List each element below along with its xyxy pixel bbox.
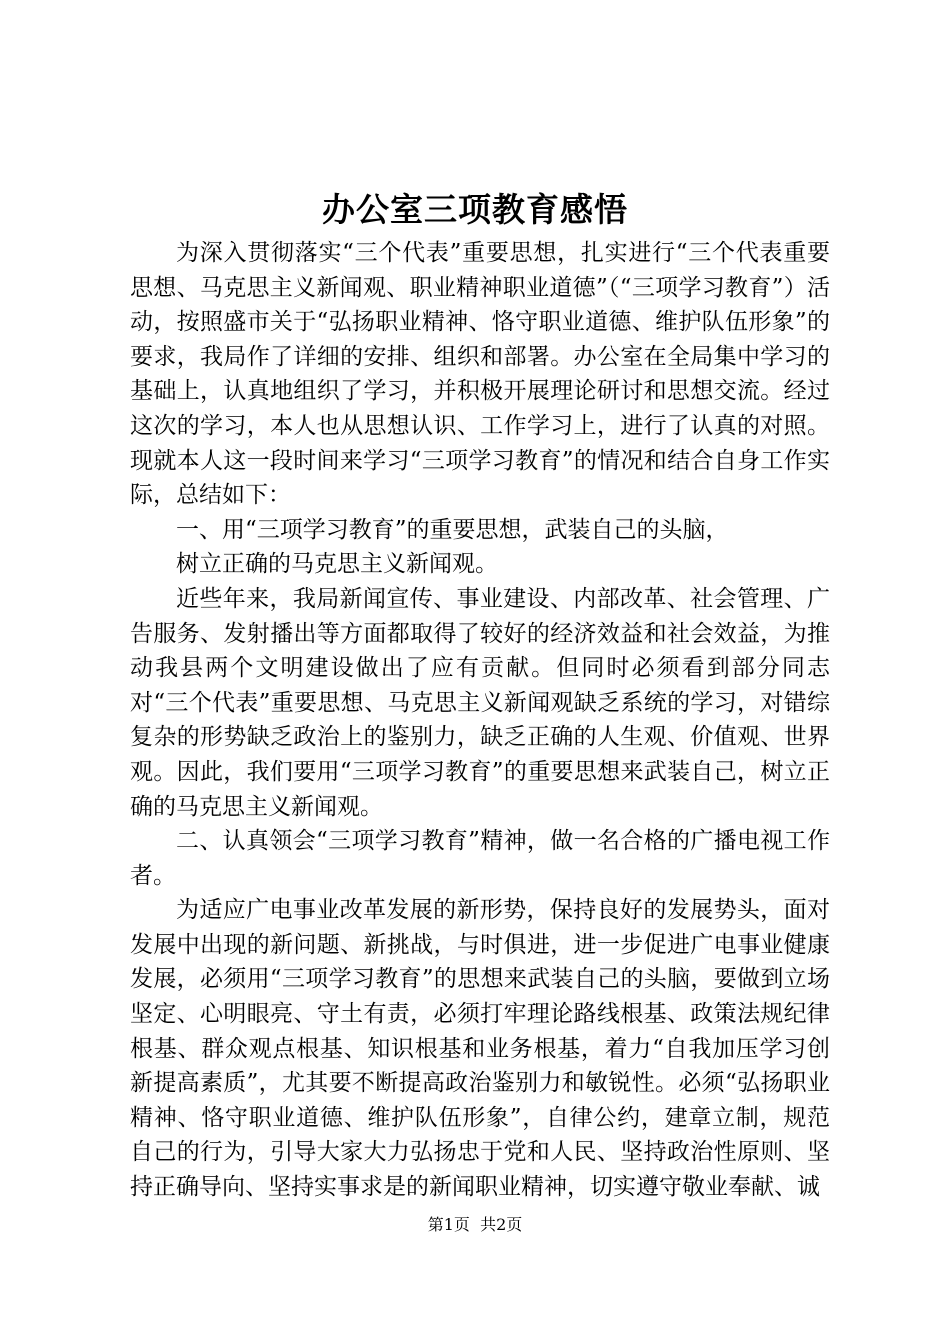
document-title: 办公室三项教育感悟 [322,190,628,229]
page-footer [0,1213,950,1237]
paragraph-intro: 为深入贯彻落实“三个代表”重要思想，扎实进行“三个代表重要思想、马克思主义新闻观、职业精神职业道德”（“三项学习教育”）活动，按照盛市关于“弘扬职业精神、恪守职业道德、维护队伍形象”的要求，我局作了详细的安排、组织和部署。办公室在全局集中学习的基础上，认真地组织了学习，并积极开展理论研讨和思想交流。经过这次的学习，本人也从思想认识、工作学习上，进行了认真的对照。现就本人这一段时间来学习“三项学习教育”的情况和结合自身工作实际，总结如下： [130,240,830,509]
section-heading-1-continued: 树立正确的马克思主义新闻观。 [176,551,498,578]
paragraph-section-1: 近些年来，我局新闻宣传、事业建设、内部改革、社会管理、广告服务、发射播出等方面都取得了较好的经济效益和社会效益，为推动我县两个文明建设做出了应有贡献。但同时必须看到部分同志对“三个代表”重要思想、马克思主义新闻观缺乏系统的学习，对错综复杂的形势缺乏政治上的鉴别力，缺乏正确的人生观、价值观、世界观。因此，我们要用“三项学习教育”的重要思想来武装自己，树立正确的马克思主义新闻观。 [130,585,830,820]
section-heading-2: 二、认真领会“三项学习教育”精神，做一名合格的广播电视工作者。 [130,828,830,889]
section-heading-1: 一、用“三项学习教育”的重要思想，武装自己的头脑， [176,516,729,543]
paragraph-section-2: 为适应广电事业改革发展的新形势，保持良好的发展势头，面对发展中出现的新问题、新挑战，与时俱进，进一步促进广电事业健康发展，必须用“三项学习教育”的思想来武装自己的头脑，要做到立场坚定、心明眼亮、守土有责，必须打牢理论路线根基、政策法规纪律根基、群众观点根基、知识根基和业务根基，着力“自我加压学习创新提高素质”，尤其要不断提高政治鉴别力和敏锐性。必须“弘扬职业精神、恪守职业道德、维护队伍形象”，自律公约，建章立制，规范自己的行为，引导大家大力弘扬忠于党和人民、坚持政治性原则、坚持正确导向、坚持实事求是的新闻职业精神，切实遵守敬业奉献、诚 [130,897,830,1201]
document-body [130,236,830,1205]
page-number: 第1页 共2页 [427,1215,523,1234]
